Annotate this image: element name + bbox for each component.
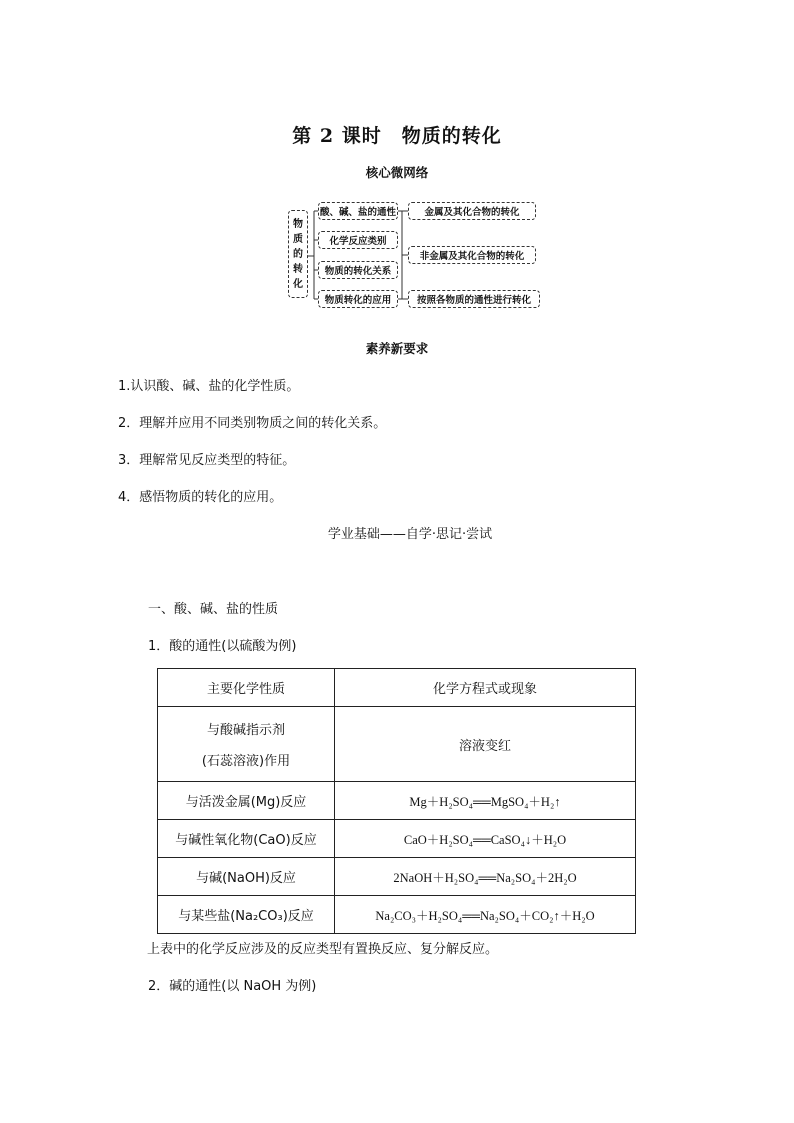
table-cell-property: 与碱性氧化物(CaO)反应 — [158, 820, 335, 858]
table-row — [158, 896, 636, 934]
table-cell-property: 与碱(NaOH)反应 — [158, 858, 335, 896]
diagram-root-char: 化 — [293, 278, 303, 290]
table-cell-property: 与某些盐(Na₂CO₃)反应 — [158, 896, 335, 934]
table-note: 上表中的化学反应涉及的反应类型有置换反应、复分解反应。 — [147, 942, 499, 957]
table-header: 主要化学性质 — [158, 669, 335, 707]
requirements-heading: 素养新要求 — [365, 341, 429, 356]
network-heading: 核心微网络 — [365, 165, 429, 180]
section-heading: 一、酸、碱、盐的性质 — [148, 602, 279, 617]
diagram-right-node: 按照各物质的通性进行转化 — [408, 290, 540, 308]
diagram-right-node: 金属及其化合物的转化 — [408, 202, 536, 220]
table-cell-equation: Na₂CO₃＋H₂SO₄══Na₂SO₄＋CO₂↑＋H₂O — [335, 896, 636, 934]
table-cell-equation: 2NaOH＋H₂SO₄══Na₂SO₄＋2H₂O — [335, 858, 636, 896]
concept-network-diagram — [284, 200, 544, 312]
table-row — [158, 782, 636, 820]
table-header-row — [158, 669, 636, 707]
requirement-item: 2．理解并应用不同类别物质之间的转化关系。 — [118, 416, 387, 431]
requirement-item: 1.认识酸、碱、盐的化学性质。 — [118, 379, 300, 394]
table-cell-property: 与活泼金属(Mg)反应 — [158, 782, 335, 820]
subsection-heading: 2．碱的通性(以 NaOH 为例) — [148, 979, 317, 994]
table-row — [158, 707, 636, 782]
page-title: 第 2 课时 物质的转化 — [292, 125, 502, 147]
table-cell-equation: 溶液变红 — [335, 707, 636, 782]
cell-line: (石蕊溶液)作用 — [201, 754, 291, 769]
table-cell-property — [158, 707, 335, 782]
diagram-right-node: 非金属及其化合物的转化 — [408, 246, 536, 264]
diagram-middle-node: 化学反应类别 — [318, 231, 398, 249]
cell-line: 与酸碱指示剂 — [206, 723, 285, 738]
diagram-middle-node: 物质转化的应用 — [318, 290, 398, 308]
table-row — [158, 858, 636, 896]
diagram-root — [288, 210, 308, 298]
diagram-root-char: 质 — [293, 233, 303, 245]
table-cell-equation: CaO＋H₂SO₄══CaSO₄↓＋H₂O — [335, 820, 636, 858]
table-cell-equation: Mg＋H₂SO₄══MgSO₄＋H₂↑ — [335, 782, 636, 820]
table-row — [158, 820, 636, 858]
diagram-root-char: 物 — [293, 218, 303, 230]
table-header: 化学方程式或现象 — [335, 669, 636, 707]
requirement-item: 3．理解常见反应类型的特征。 — [118, 453, 296, 468]
acid-properties-table — [157, 668, 636, 934]
foundation-heading: 学业基础——自学·思记·尝试 — [327, 527, 493, 542]
diagram-middle-node: 物质的转化关系 — [318, 261, 398, 279]
diagram-root-char: 转 — [293, 263, 303, 275]
requirement-item: 4．感悟物质的转化的应用。 — [118, 490, 283, 505]
subsection-heading: 1．酸的通性(以硫酸为例) — [148, 639, 297, 654]
diagram-middle-node: 酸、碱、盐的通性 — [318, 202, 398, 220]
diagram-root-char: 的 — [293, 248, 303, 260]
